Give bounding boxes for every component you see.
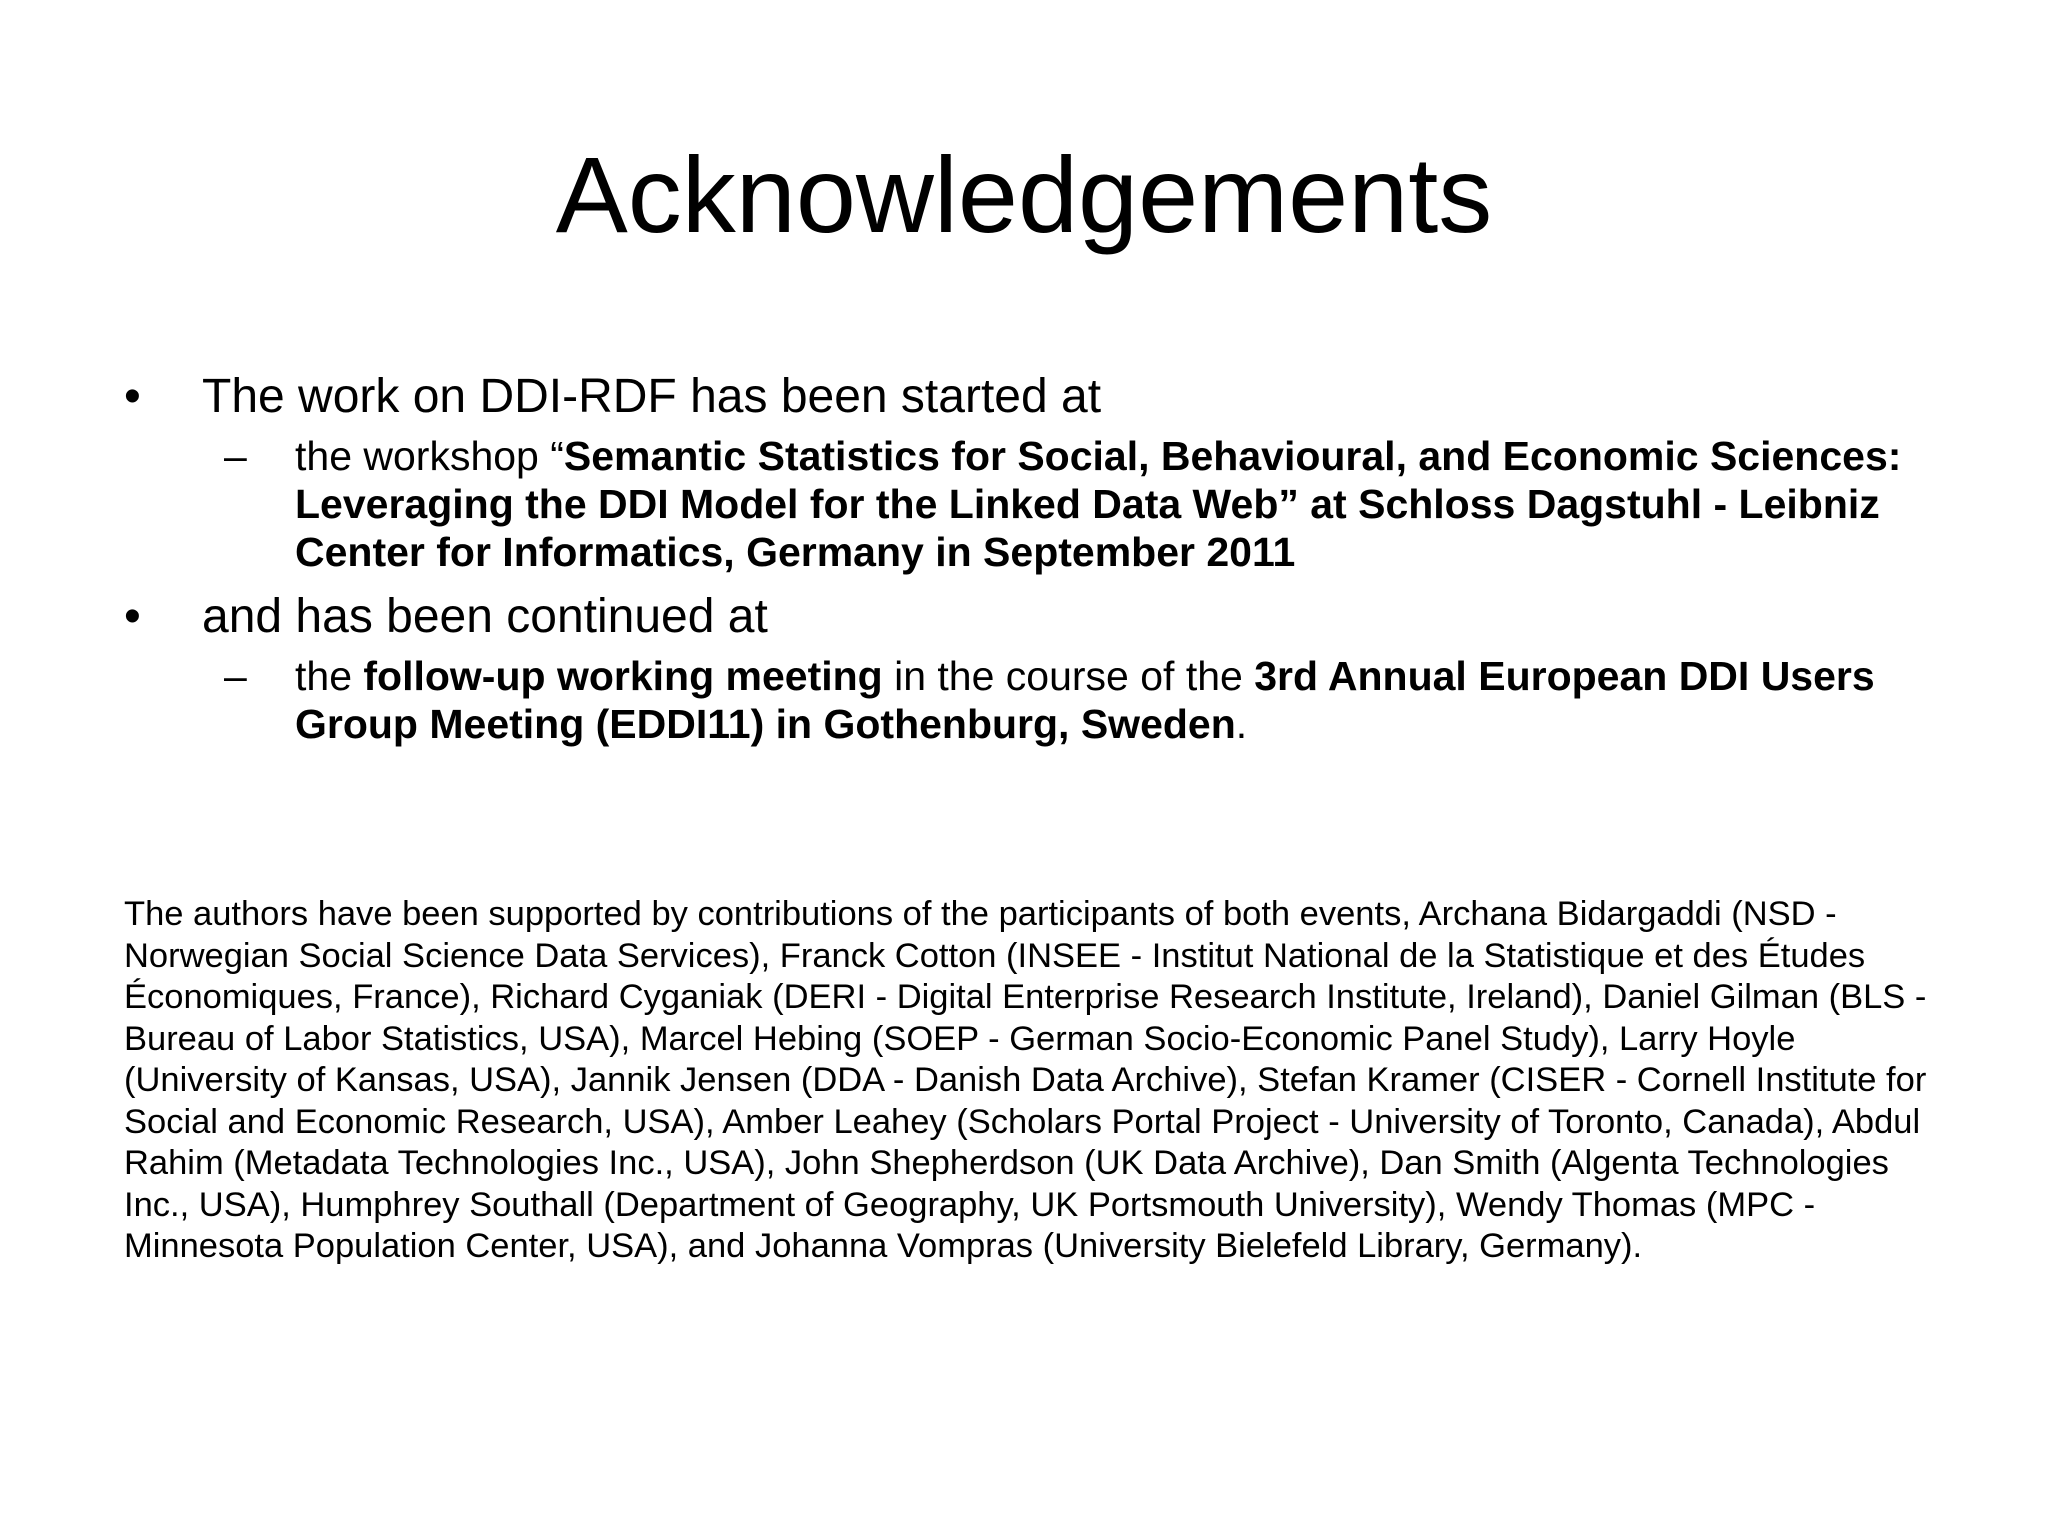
acknowledgement-paragraph: The authors have been supported by contributions of the participants of both events, Archana Bidargaddi (NSD - Norwegian Social Science Data Services), Franck Cotton (INSEE - Institut National de la Statistique et des Études Économiques, France), Richard Cyganiak (DERI - Digital Enterprise Research Institute, Ireland), Daniel Gilman (BLS - Bureau of Labor Statistics, USA), Marcel Hebing (SOEP - German Socio-Economic Panel Study), Larry Hoyle (University of Kansas, USA), Jannik Jensen (DDA - Danish Data Archive), Stefan Kramer (CISER - Cornell Institute for Social and Economic Research, USA), Amber Leahey (Scholars Portal Project - University of Toronto, Canada), Abdul Rahim (Metadata Technologies Inc., USA), John Shepherdson (UK Data Archive), Dan Smith (Algenta Technologies Inc., USA), Humphrey Southall (Department of Geography, UK Portsmouth University), Wendy Thomas (MPC - Minnesota Population Center, USA), and Johanna Vompras (University Bielefeld Library, Germany). xyxy=(124,895,1927,1265)
sub-item-1 xyxy=(124,432,1944,576)
bullet-item-2 xyxy=(124,588,1944,646)
sub-text-pre: the xyxy=(295,653,364,699)
bullet-list xyxy=(124,368,1944,760)
sub-text-post: . xyxy=(1235,701,1248,747)
bullet-marker: • xyxy=(124,590,141,643)
sub-text-bold-1: follow-up working meeting xyxy=(363,653,883,699)
bullet-text: The work on DDI-RDF has been started at xyxy=(202,370,1102,423)
bullet-marker: • xyxy=(124,370,141,423)
sub-text-pre: the workshop “ xyxy=(295,433,564,479)
sub-marker: – xyxy=(224,433,247,479)
bullet-text: and has been continued at xyxy=(202,590,768,643)
sub-marker: – xyxy=(224,653,247,699)
bullet-item-1 xyxy=(124,368,1944,426)
sub-item-2 xyxy=(124,652,1944,748)
sub-text-bold: Semantic Statistics for Social, Behavioural, and Economic Sciences: Leveraging the DDI Model for the Linked Data Web” at Schloss Dagstuhl - Leibniz Center for Informatics, Germany in September 2011 xyxy=(295,433,1902,575)
slide-title: Acknowledgements xyxy=(555,134,1493,255)
sub-text-mid: in the course of the xyxy=(882,653,1255,699)
sub-text-bold-2: 3rd Annual European DDI Users Group Meeting (EDDI11) in Gothenburg, Sweden xyxy=(295,653,1875,747)
